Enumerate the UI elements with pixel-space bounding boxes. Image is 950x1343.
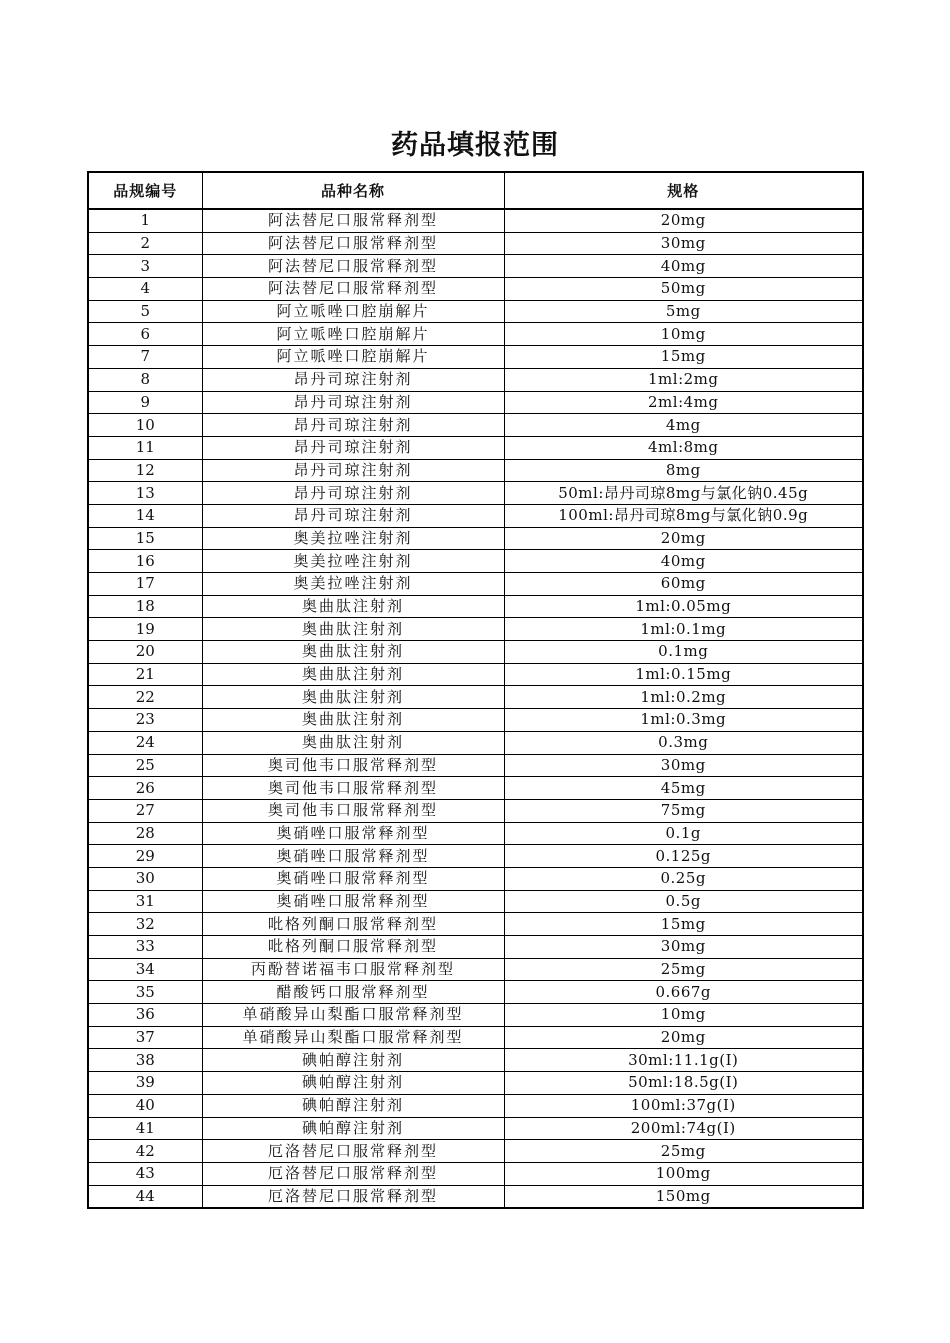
- specification-cell: 0.125g: [504, 845, 863, 868]
- table-row: [88, 981, 863, 1004]
- product-code-cell: 34: [88, 958, 202, 981]
- table-row: [88, 709, 863, 732]
- specification-cell: 15mg: [504, 913, 863, 936]
- drug-name-cell: 单硝酸异山梨酯口服常释剂型: [202, 1004, 504, 1027]
- table-row: [88, 1162, 863, 1185]
- table-row: [88, 663, 863, 686]
- table-row: [88, 482, 863, 505]
- table-row: [88, 346, 863, 369]
- specification-cell: 75mg: [504, 799, 863, 822]
- header-id: 品规编号: [88, 172, 202, 209]
- table-row: [88, 777, 863, 800]
- table-row: [88, 845, 863, 868]
- table-header: [88, 172, 863, 209]
- product-code-cell: 31: [88, 890, 202, 913]
- specification-cell: 10mg: [504, 1004, 863, 1027]
- table-row: [88, 867, 863, 890]
- table-row: [88, 799, 863, 822]
- product-code-cell: 38: [88, 1049, 202, 1072]
- specification-cell: 4mg: [504, 414, 863, 437]
- product-code-cell: 24: [88, 731, 202, 754]
- table-row: [88, 527, 863, 550]
- product-code-cell: 39: [88, 1072, 202, 1095]
- table-row: [88, 459, 863, 482]
- table-row: [88, 414, 863, 437]
- drug-name-cell: 奥曲肽注射剂: [202, 686, 504, 709]
- product-code-cell: 36: [88, 1004, 202, 1027]
- specification-cell: 0.5g: [504, 890, 863, 913]
- specification-cell: 1ml:0.3mg: [504, 709, 863, 732]
- specification-cell: 50mg: [504, 278, 863, 301]
- table-row: [88, 436, 863, 459]
- product-code-cell: 7: [88, 346, 202, 369]
- drug-name-cell: 奥曲肽注射剂: [202, 618, 504, 641]
- specification-cell: 100mg: [504, 1162, 863, 1185]
- specification-cell: 1ml:0.2mg: [504, 686, 863, 709]
- drug-name-cell: 吡格列酮口服常释剂型: [202, 913, 504, 936]
- table-row: [88, 1049, 863, 1072]
- drug-table: [87, 171, 864, 1209]
- table-row: [88, 1117, 863, 1140]
- drug-name-cell: 阿法替尼口服常释剂型: [202, 255, 504, 278]
- table-row: [88, 936, 863, 959]
- specification-cell: 1ml:0.05mg: [504, 595, 863, 618]
- specification-cell: 20mg: [504, 527, 863, 550]
- specification-cell: 4ml:8mg: [504, 436, 863, 459]
- specification-cell: 2ml:4mg: [504, 391, 863, 414]
- header-spec: 规格: [504, 172, 863, 209]
- table-row: [88, 618, 863, 641]
- product-code-cell: 2: [88, 232, 202, 255]
- product-code-cell: 19: [88, 618, 202, 641]
- drug-name-cell: 奥硝唑口服常释剂型: [202, 867, 504, 890]
- drug-name-cell: 阿法替尼口服常释剂型: [202, 232, 504, 255]
- table-row: [88, 278, 863, 301]
- product-code-cell: 3: [88, 255, 202, 278]
- table-body: [88, 209, 863, 1208]
- table-row: [88, 368, 863, 391]
- drug-name-cell: 奥曲肽注射剂: [202, 641, 504, 664]
- drug-name-cell: 厄洛替尼口服常释剂型: [202, 1140, 504, 1163]
- drug-name-cell: 奥司他韦口服常释剂型: [202, 777, 504, 800]
- product-code-cell: 42: [88, 1140, 202, 1163]
- drug-name-cell: 阿立哌唑口腔崩解片: [202, 346, 504, 369]
- table-row: [88, 686, 863, 709]
- product-code-cell: 28: [88, 822, 202, 845]
- specification-cell: 200ml:74g(I): [504, 1117, 863, 1140]
- product-code-cell: 12: [88, 459, 202, 482]
- specification-cell: 20mg: [504, 1026, 863, 1049]
- specification-cell: 45mg: [504, 777, 863, 800]
- product-code-cell: 4: [88, 278, 202, 301]
- specification-cell: 40mg: [504, 255, 863, 278]
- drug-name-cell: 昂丹司琼注射剂: [202, 391, 504, 414]
- drug-name-cell: 丙酚替诺福韦口服常释剂型: [202, 958, 504, 981]
- specification-cell: 30mg: [504, 232, 863, 255]
- drug-name-cell: 碘帕醇注射剂: [202, 1049, 504, 1072]
- specification-cell: 0.25g: [504, 867, 863, 890]
- product-code-cell: 10: [88, 414, 202, 437]
- product-code-cell: 6: [88, 323, 202, 346]
- product-code-cell: 22: [88, 686, 202, 709]
- specification-cell: 20mg: [504, 209, 863, 232]
- product-code-cell: 40: [88, 1094, 202, 1117]
- specification-cell: 150mg: [504, 1185, 863, 1208]
- specification-cell: 30mg: [504, 754, 863, 777]
- drug-name-cell: 奥硝唑口服常释剂型: [202, 822, 504, 845]
- table-row: [88, 504, 863, 527]
- drug-name-cell: 奥美拉唑注射剂: [202, 527, 504, 550]
- table-row: [88, 731, 863, 754]
- product-code-cell: 44: [88, 1185, 202, 1208]
- product-code-cell: 35: [88, 981, 202, 1004]
- drug-name-cell: 奥曲肽注射剂: [202, 731, 504, 754]
- specification-cell: 50ml:昂丹司琼8mg与氯化钠0.45g: [504, 482, 863, 505]
- specification-cell: 60mg: [504, 573, 863, 596]
- product-code-cell: 1: [88, 209, 202, 232]
- table-row: [88, 255, 863, 278]
- drug-name-cell: 昂丹司琼注射剂: [202, 482, 504, 505]
- specification-cell: 0.3mg: [504, 731, 863, 754]
- product-code-cell: 18: [88, 595, 202, 618]
- product-code-cell: 25: [88, 754, 202, 777]
- product-code-cell: 9: [88, 391, 202, 414]
- product-code-cell: 11: [88, 436, 202, 459]
- header-row: [88, 172, 863, 209]
- table-row: [88, 913, 863, 936]
- product-code-cell: 41: [88, 1117, 202, 1140]
- product-code-cell: 5: [88, 300, 202, 323]
- drug-name-cell: 单硝酸异山梨酯口服常释剂型: [202, 1026, 504, 1049]
- drug-name-cell: 阿立哌唑口腔崩解片: [202, 300, 504, 323]
- product-code-cell: 26: [88, 777, 202, 800]
- drug-name-cell: 昂丹司琼注射剂: [202, 368, 504, 391]
- table-row: [88, 1026, 863, 1049]
- drug-name-cell: 碘帕醇注射剂: [202, 1117, 504, 1140]
- header-name: 品种名称: [202, 172, 504, 209]
- specification-cell: 50ml:18.5g(I): [504, 1072, 863, 1095]
- drug-name-cell: 奥曲肽注射剂: [202, 663, 504, 686]
- table-row: [88, 573, 863, 596]
- drug-name-cell: 阿法替尼口服常释剂型: [202, 209, 504, 232]
- product-code-cell: 29: [88, 845, 202, 868]
- specification-cell: 25mg: [504, 958, 863, 981]
- drug-name-cell: 阿法替尼口服常释剂型: [202, 278, 504, 301]
- specification-cell: 5mg: [504, 300, 863, 323]
- product-code-cell: 30: [88, 867, 202, 890]
- product-code-cell: 21: [88, 663, 202, 686]
- product-code-cell: 20: [88, 641, 202, 664]
- specification-cell: 0.1g: [504, 822, 863, 845]
- product-code-cell: 16: [88, 550, 202, 573]
- table-row: [88, 890, 863, 913]
- drug-name-cell: 碘帕醇注射剂: [202, 1072, 504, 1095]
- drug-name-cell: 奥硝唑口服常释剂型: [202, 890, 504, 913]
- product-code-cell: 37: [88, 1026, 202, 1049]
- table-row: [88, 300, 863, 323]
- table-row: [88, 822, 863, 845]
- drug-name-cell: 奥硝唑口服常释剂型: [202, 845, 504, 868]
- specification-cell: 30ml:11.1g(I): [504, 1049, 863, 1072]
- table-row: [88, 1004, 863, 1027]
- specification-cell: 0.1mg: [504, 641, 863, 664]
- drug-name-cell: 奥美拉唑注射剂: [202, 573, 504, 596]
- table-row: [88, 1094, 863, 1117]
- product-code-cell: 14: [88, 504, 202, 527]
- drug-name-cell: 吡格列酮口服常释剂型: [202, 936, 504, 959]
- table-row: [88, 595, 863, 618]
- table-row: [88, 1072, 863, 1095]
- drug-name-cell: 厄洛替尼口服常释剂型: [202, 1185, 504, 1208]
- specification-cell: 25mg: [504, 1140, 863, 1163]
- drug-name-cell: 奥曲肽注射剂: [202, 595, 504, 618]
- drug-name-cell: 阿立哌唑口腔崩解片: [202, 323, 504, 346]
- specification-cell: 0.667g: [504, 981, 863, 1004]
- table-row: [88, 232, 863, 255]
- drug-name-cell: 醋酸钙口服常释剂型: [202, 981, 504, 1004]
- table-row: [88, 391, 863, 414]
- product-code-cell: 32: [88, 913, 202, 936]
- drug-name-cell: 奥美拉唑注射剂: [202, 550, 504, 573]
- product-code-cell: 23: [88, 709, 202, 732]
- specification-cell: 40mg: [504, 550, 863, 573]
- product-code-cell: 17: [88, 573, 202, 596]
- drug-name-cell: 奥司他韦口服常释剂型: [202, 799, 504, 822]
- specification-cell: 10mg: [504, 323, 863, 346]
- product-code-cell: 13: [88, 482, 202, 505]
- table-row: [88, 323, 863, 346]
- drug-name-cell: 奥曲肽注射剂: [202, 709, 504, 732]
- product-code-cell: 33: [88, 936, 202, 959]
- product-code-cell: 15: [88, 527, 202, 550]
- drug-name-cell: 昂丹司琼注射剂: [202, 459, 504, 482]
- drug-name-cell: 昂丹司琼注射剂: [202, 436, 504, 459]
- table-row: [88, 1140, 863, 1163]
- table-row: [88, 958, 863, 981]
- product-code-cell: 27: [88, 799, 202, 822]
- specification-cell: 30mg: [504, 936, 863, 959]
- drug-name-cell: 碘帕醇注射剂: [202, 1094, 504, 1117]
- specification-cell: 100ml:37g(I): [504, 1094, 863, 1117]
- product-code-cell: 43: [88, 1162, 202, 1185]
- drug-name-cell: 昂丹司琼注射剂: [202, 414, 504, 437]
- page-title: 药品填报范围: [391, 130, 559, 161]
- drug-name-cell: 奥司他韦口服常释剂型: [202, 754, 504, 777]
- drug-name-cell: 昂丹司琼注射剂: [202, 504, 504, 527]
- table-row: [88, 1185, 863, 1208]
- specification-cell: 1ml:2mg: [504, 368, 863, 391]
- drug-name-cell: 厄洛替尼口服常释剂型: [202, 1162, 504, 1185]
- table-row: [88, 754, 863, 777]
- table-row: [88, 641, 863, 664]
- specification-cell: 15mg: [504, 346, 863, 369]
- product-code-cell: 8: [88, 368, 202, 391]
- table-row: [88, 209, 863, 232]
- specification-cell: 1ml:0.15mg: [504, 663, 863, 686]
- specification-cell: 1ml:0.1mg: [504, 618, 863, 641]
- specification-cell: 8mg: [504, 459, 863, 482]
- table-row: [88, 550, 863, 573]
- specification-cell: 100ml:昂丹司琼8mg与氯化钠0.9g: [504, 504, 863, 527]
